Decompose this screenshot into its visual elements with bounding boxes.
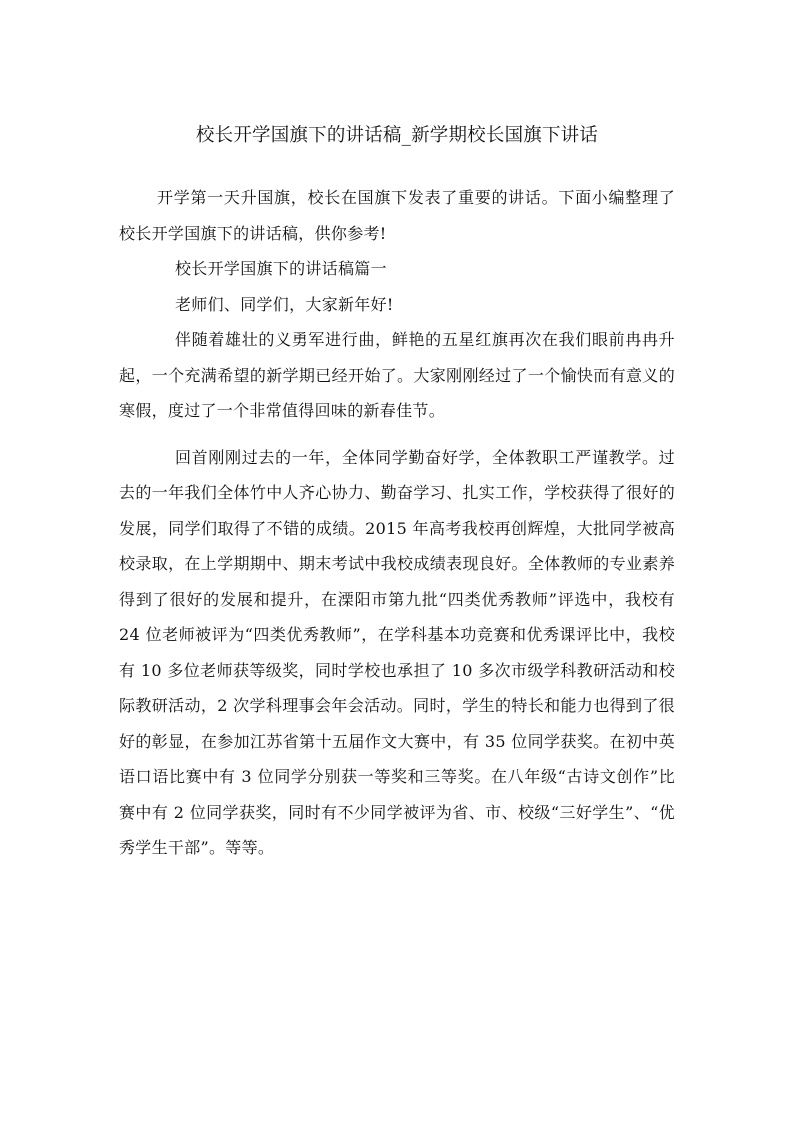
intro-paragraph: 开学第一天升国旗，校长在国旗下发表了重要的讲话。下面小编整理了校长开学国旗下的讲话稿，供你参考! xyxy=(119,188,675,243)
document-title: 校长开学国旗下的讲话稿_新学期校长国旗下讲话 xyxy=(195,125,599,146)
body-paragraph-1: 伴随着雄壮的义勇军进行曲，鲜艳的五星红旗再次在我们眼前冉冉升起，一个充满希望的新学期已经开始了。大家刚刚经过了一个愉快而有意义的寒假，度过了一个非常值得回味的新春佳节。 xyxy=(119,330,675,420)
body-paragraph-2: 回首刚刚过去的一年，全体同学勤奋好学，全体教职工严谨教学。过去的一年我们全体竹中人齐心协力、勤奋学习、扎实工作，学校获得了很好的发展，同学们取得了不错的成绩。2015 年高考我校再创辉煌，大批同学被高校录取，在上学期期中、期末考试中我校成绩表现良好。全体教师的专业素养得到了很好的发展和提升，在溧阳市第九批“四类优秀教师”评选中，我校有 24 位老师被评为“四类优秀教师”，在学科基本功竞赛和优秀课评比中，我校有 10 多位老师获等级奖，同时学校也承担了 10 多次市级学科教研活动和校际教研活动，2 次学科理事会年会活动。同时，学生的特长和能力也得到了很好的彰显，在参加江苏省第十五届作文大赛中，有 35 位同学获奖。在初中英语口语比赛中有 3 位同学分别获一等奖和三等奖。在八年级“古诗文创作”比赛中有 2 位同学获奖，同时有不少同学被评为省、市、校级“三好学生”、“优秀学生干部”。等等。 xyxy=(119,447,675,857)
greeting: 老师们、同学们，大家新年好! xyxy=(175,294,394,314)
section-heading: 校长开学国旗下的讲话稿篇一 xyxy=(175,259,387,278)
document-body xyxy=(119,180,675,866)
